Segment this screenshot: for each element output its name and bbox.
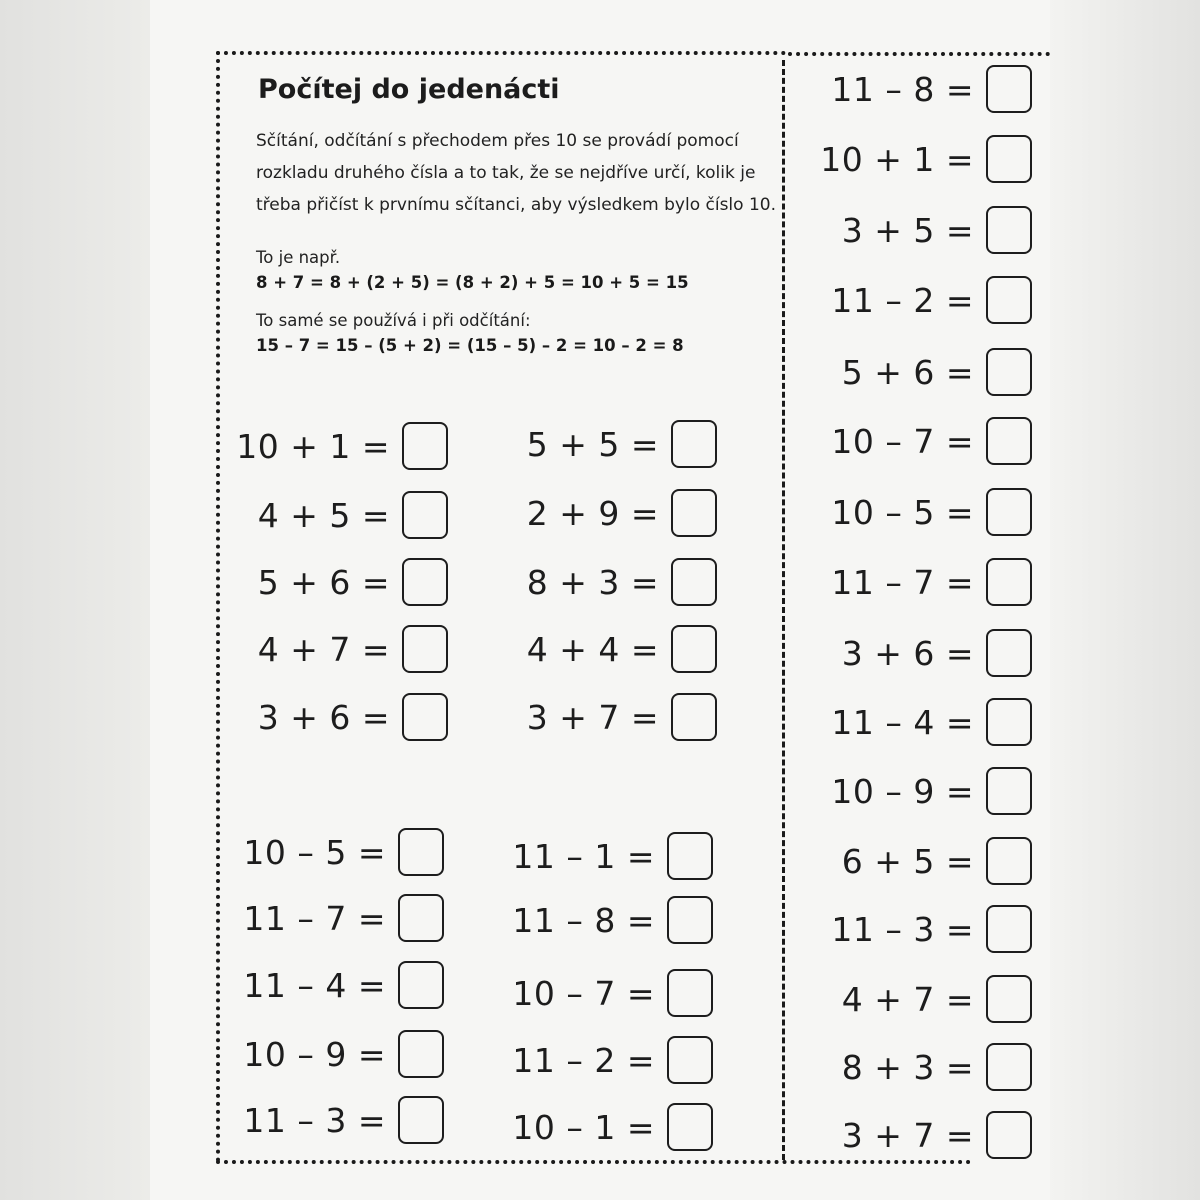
exercise-expression: 11 – 8 =: [831, 69, 974, 109]
dotted-border-left: [216, 51, 220, 1163]
exercise-row: [512, 893, 713, 947]
exercise-row: [842, 203, 1032, 257]
answer-box[interactable]: [986, 488, 1032, 536]
exercise-row: [243, 958, 444, 1012]
subtraction-example-formula: 15 – 7 = 15 – (5 + 2) = (15 – 5) – 2 = 10 – 2 = 8: [256, 336, 684, 355]
addition-example-formula: 8 + 7 = 8 + (2 + 5) = (8 + 2) + 5 = 10 + 5 = 15: [256, 273, 689, 292]
answer-box[interactable]: [402, 558, 448, 606]
answer-box[interactable]: [667, 1036, 713, 1084]
exercise-row: [527, 417, 717, 471]
exercise-row: [243, 1027, 444, 1081]
answer-box[interactable]: [667, 896, 713, 944]
exercise-expression: 11 – 1 =: [512, 836, 655, 876]
exercise-expression: 11 – 2 =: [512, 1040, 655, 1080]
answer-box[interactable]: [402, 625, 448, 673]
exercise-row: [512, 1100, 713, 1154]
exercise-row: [831, 414, 1032, 468]
column-divider: [782, 60, 785, 1160]
exercise-row: [527, 690, 717, 744]
exercise-row: [831, 485, 1032, 539]
page-edge: [1050, 0, 1200, 1200]
exercise-expression: 10 – 7 =: [512, 973, 655, 1013]
exercise-expression: 3 + 5 =: [841, 210, 974, 250]
answer-box[interactable]: [671, 558, 717, 606]
answer-box[interactable]: [986, 698, 1032, 746]
answer-box[interactable]: [986, 629, 1032, 677]
intro-paragraph: Sčítání, odčítání s přechodem přes 10 se provádí pomocí rozkladu druhého čísla a to tak, že se nejdříve určí, kolik je třeba přičíst k prvnímu sčítanci, aby výsledkem bylo číslo 10.: [256, 131, 776, 215]
exercise-expression: 11 – 8 =: [512, 900, 655, 940]
exercise-row: [527, 622, 717, 676]
exercise-expression: 11 – 4 =: [831, 702, 974, 742]
answer-box[interactable]: [402, 491, 448, 539]
answer-box[interactable]: [986, 975, 1032, 1023]
page-gutter: [0, 0, 150, 1200]
exercise-row: [258, 622, 448, 676]
exercise-row: [527, 555, 717, 609]
exercise-expression: 3 + 6 =: [841, 633, 974, 673]
exercise-row: [831, 902, 1032, 956]
exercise-row: [243, 1093, 444, 1147]
exercise-expression: 4 + 5 =: [257, 495, 390, 535]
answer-box[interactable]: [398, 961, 444, 1009]
answer-box[interactable]: [671, 489, 717, 537]
exercise-expression: 5 + 6 =: [257, 562, 390, 602]
exercise-row: [842, 834, 1032, 888]
exercise-expression: 4 + 7 =: [841, 979, 974, 1019]
exercise-row: [831, 695, 1032, 749]
exercise-row: [236, 419, 448, 473]
exercise-expression: 5 + 6 =: [841, 352, 974, 392]
exercise-row: [243, 825, 444, 879]
answer-box[interactable]: [986, 905, 1032, 953]
exercise-row: [842, 1108, 1032, 1162]
exercise-row: [831, 555, 1032, 609]
exercise-row: [842, 345, 1032, 399]
answer-box[interactable]: [667, 1103, 713, 1151]
exercise-expression: 11 – 3 =: [831, 909, 974, 949]
answer-box[interactable]: [986, 348, 1032, 396]
answer-box[interactable]: [986, 837, 1032, 885]
answer-box[interactable]: [986, 767, 1032, 815]
exercise-expression: 10 – 1 =: [512, 1107, 655, 1147]
exercise-expression: 4 + 7 =: [257, 629, 390, 669]
exercise-expression: 10 – 5 =: [243, 832, 386, 872]
exercise-row: [512, 829, 713, 883]
answer-box[interactable]: [986, 276, 1032, 324]
exercise-row: [831, 764, 1032, 818]
exercise-row: [258, 690, 448, 744]
exercise-row: [831, 273, 1032, 327]
exercise-expression: 11 – 4 =: [243, 965, 386, 1005]
dotted-border-top-right: [788, 52, 1050, 56]
answer-box[interactable]: [671, 625, 717, 673]
exercise-expression: 10 – 7 =: [831, 421, 974, 461]
exercise-expression: 2 + 9 =: [526, 493, 659, 533]
answer-box[interactable]: [398, 1030, 444, 1078]
exercise-row: [842, 972, 1032, 1026]
exercise-expression: 3 + 7 =: [526, 697, 659, 737]
answer-box[interactable]: [402, 693, 448, 741]
answer-box[interactable]: [402, 422, 448, 470]
answer-box[interactable]: [667, 969, 713, 1017]
exercise-row: [820, 132, 1032, 186]
exercise-row: [527, 486, 717, 540]
exercise-expression: 11 – 3 =: [243, 1100, 386, 1140]
subtraction-lead: To samé se používá i při odčítání:: [256, 311, 531, 330]
exercise-row: [842, 1040, 1032, 1094]
exercise-expression: 8 + 3 =: [526, 562, 659, 602]
exercise-expression: 10 + 1 =: [820, 139, 974, 179]
answer-box[interactable]: [667, 832, 713, 880]
answer-box[interactable]: [986, 1043, 1032, 1091]
exercise-row: [258, 488, 448, 542]
exercise-expression: 11 – 7 =: [831, 562, 974, 602]
exercise-expression: 10 + 1 =: [236, 426, 390, 466]
exercise-row: [512, 966, 713, 1020]
exercise-expression: 4 + 4 =: [526, 629, 659, 669]
exercise-row: [258, 555, 448, 609]
exercise-expression: 11 – 2 =: [831, 280, 974, 320]
exercise-row: [831, 62, 1032, 116]
answer-box[interactable]: [986, 65, 1032, 113]
dotted-border-top: [216, 51, 786, 55]
exercise-row: [512, 1033, 713, 1087]
answer-box[interactable]: [986, 206, 1032, 254]
exercise-expression: 10 – 5 =: [831, 492, 974, 532]
exercise-expression: 8 + 3 =: [841, 1047, 974, 1087]
exercise-row: [842, 626, 1032, 680]
answer-box[interactable]: [671, 420, 717, 468]
exercise-expression: 3 + 7 =: [841, 1115, 974, 1155]
answer-box[interactable]: [671, 693, 717, 741]
answer-box[interactable]: [986, 135, 1032, 183]
answer-box[interactable]: [398, 828, 444, 876]
answer-box[interactable]: [986, 558, 1032, 606]
answer-box[interactable]: [986, 1111, 1032, 1159]
exercise-expression: 5 + 5 =: [526, 424, 659, 464]
answer-box[interactable]: [398, 894, 444, 942]
exercise-expression: 10 – 9 =: [831, 771, 974, 811]
exercise-expression: 11 – 7 =: [243, 898, 386, 938]
answer-box[interactable]: [986, 417, 1032, 465]
example-lead: To je např.: [256, 248, 341, 267]
exercise-expression: 10 – 9 =: [243, 1034, 386, 1074]
exercise-expression: 3 + 6 =: [257, 697, 390, 737]
exercise-expression: 6 + 5 =: [841, 841, 974, 881]
answer-box[interactable]: [398, 1096, 444, 1144]
worksheet-title: Počítej do jedenácti: [258, 74, 560, 105]
exercise-row: [243, 891, 444, 945]
